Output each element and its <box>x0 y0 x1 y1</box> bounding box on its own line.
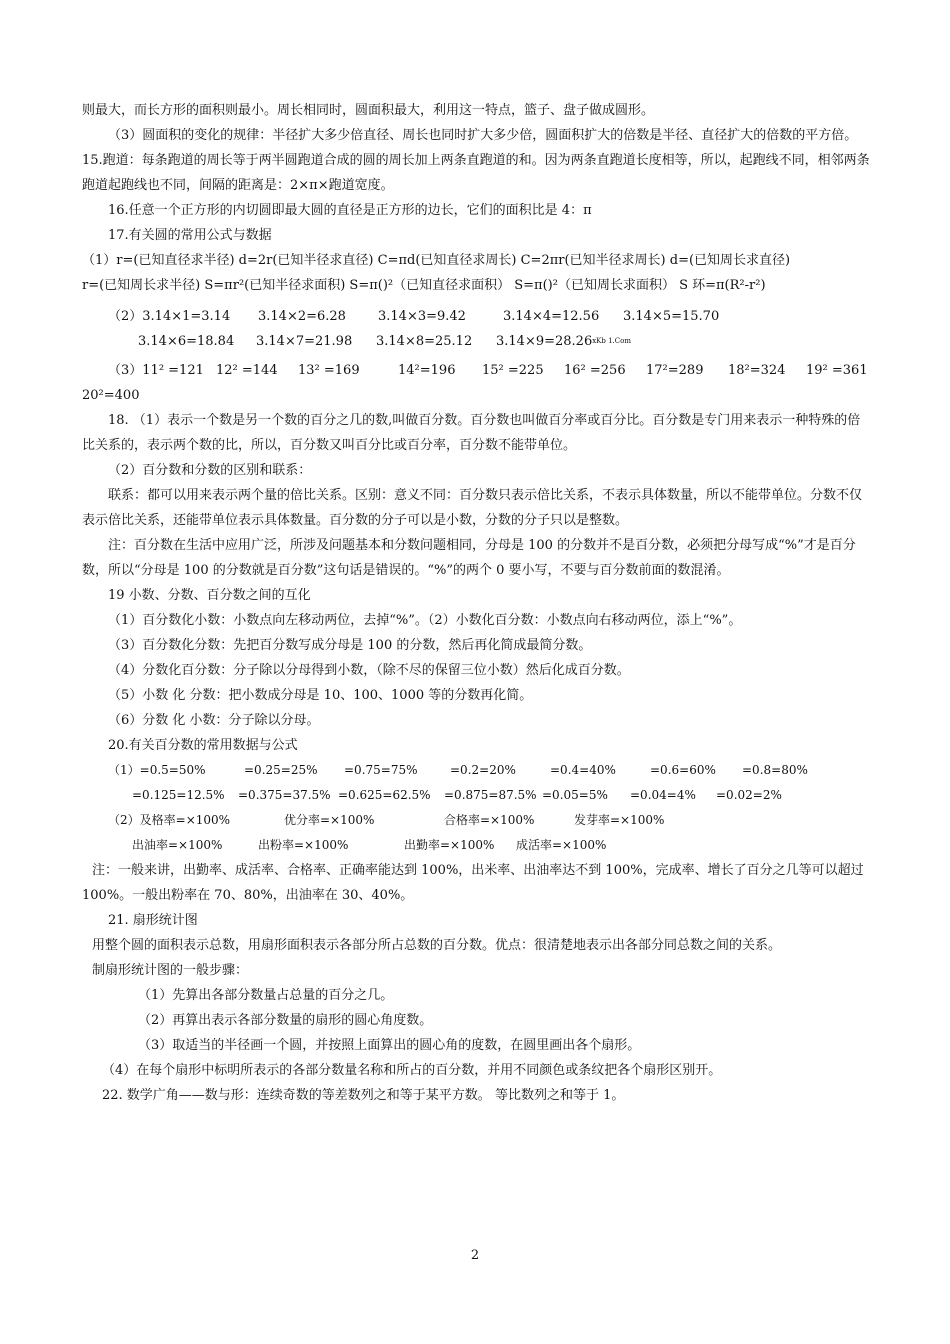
section-heading: 17.有关圆的常用公式与数据 <box>108 228 272 243</box>
percent-row <box>82 758 872 783</box>
math-item: =0.25=25% <box>244 763 318 777</box>
math-item: 3.14×5=15.70 <box>623 309 720 324</box>
paragraph: 15.跑道：每条跑道的周长等于两半圆跑道合成的圆的周长加上两条直跑道的和。因为两条直跑道长度相等，所以，起跑线不同，相邻两条跑道起跑线也不同，间隔的距离是：2×π×跑道宽度。 <box>82 153 870 193</box>
paragraph: 注：百分数在生活中应用广泛，所涉及问题基本和分数问题相同，分母是 100 的分数并不是百分数，必须把分母写成“%”才是百分数，所以“分母是 100 的分数就是百分数”这句话是错误的。“%”的两个 0 要小写，不要与百分数前面的数混淆。 <box>82 538 856 578</box>
math-item: =0.625=62.5% <box>338 788 431 802</box>
document-body <box>82 98 872 1108</box>
paragraph: （3）圆面积的变化的规律：半径扩大多少倍直径、周长也同时扩大多少倍，圆面积扩大的倍数是半径、直径扩大的倍数的平方倍。 <box>108 128 858 143</box>
math-item: 3.14×4=12.56 <box>503 309 600 324</box>
math-item: 成活率=×100% <box>516 838 607 852</box>
conversion-rule: （1）百分数化小数：小数点向左移动两位，去掉“%”。（2）小数化百分数：小数点向右移动两位，添上“%”。 <box>108 613 742 628</box>
math-item: 12² =144 <box>216 363 278 378</box>
math-item: =0.04=4% <box>630 788 696 802</box>
step-item: （4）在每个扇形中标明所表示的各部分数量名称和所占的百分数，并用不同颜色或条纹把各个扇形区别开。 <box>102 1063 722 1078</box>
math-item: =0.4=40% <box>550 763 616 777</box>
math-item: =0.75=75% <box>344 763 418 777</box>
math-item: 3.14×7=21.98 <box>256 334 353 349</box>
math-item: =0.2=20% <box>450 763 516 777</box>
section-heading: 19 小数、分数、百分数之间的互化 <box>108 588 311 603</box>
math-item: =0.6=60% <box>650 763 716 777</box>
math-item: 3.14×8=25.12 <box>376 334 473 349</box>
conversion-rule: （3）百分数化分数：先把百分数写成分母是 100 的分数，然后再化简成最简分数。 <box>108 638 592 653</box>
math-item: 3.14×3=9.42 <box>378 309 466 324</box>
section-heading: 22. 数学广角——数与形：连续奇数的等差数列之和等于某平方数。 等比数列之和等于 1。 <box>102 1088 625 1103</box>
math-item: 出勤率=×100% <box>404 838 495 852</box>
math-item: 出粉率=×100% <box>258 838 349 852</box>
section-heading: 21. 扇形统计图 <box>108 913 198 928</box>
math-item: 优分率=×100% <box>284 813 375 827</box>
math-item: =0.125=12.5% <box>132 788 225 802</box>
multiplication-row <box>82 304 872 329</box>
formula-line: r=(已知周长求半径) S=πr²(已知半径求面积) S=π()²（已知直径求面积） S=π()²（已知周长求面积） S 环=π(R²-r²) <box>82 278 766 293</box>
paragraph: 注：一般来讲，出勤率、成活率、合格率、正确率能达到 100%，出米率、出油率达不到 100%，完成率、增长了百分之几等可以超过 100%。一般出粉率在 70、80%，出油率在 30、40%。 <box>82 863 864 903</box>
math-line: 20²=400 <box>82 388 140 403</box>
math-item: =0.05=5% <box>542 788 608 802</box>
section-heading: 20.有关百分数的常用数据与公式 <box>108 738 298 753</box>
multiplication-row <box>82 329 872 354</box>
watermark-text: xKb 1.Com <box>592 337 631 345</box>
math-item: 3.14×2=6.28 <box>258 309 346 324</box>
squares-row <box>82 358 872 383</box>
paragraph: （2）百分数和分数的区别和联系： <box>108 463 312 478</box>
math-item: （2）3.14×1=3.14 <box>108 309 231 324</box>
paragraph: 制扇形统计图的一般步骤： <box>92 963 249 978</box>
paragraph: 16.任意一个正方形的内切圆即最大圆的直径是正方形的边长，它们的面积比是 4：π <box>108 203 592 218</box>
math-item: 13² =169 <box>298 363 360 378</box>
paragraph: 则最大，而长方形的面积则最小。周长相同时，圆面积最大，利用这一特点，篮子、盘子做成圆形。 <box>82 103 655 118</box>
rate-row <box>82 808 872 833</box>
step-item: （2）再算出表示各部分数量的扇形的圆心角度数。 <box>138 1013 433 1028</box>
conversion-rule: （4）分数化百分数：分子除以分母得到小数，（除不尽的保留三位小数）然后化成百分数。 <box>108 663 630 678</box>
math-item: 14²=196 <box>398 363 456 378</box>
page-number: 2 <box>470 1248 480 1263</box>
math-item: 18²=324 <box>728 363 786 378</box>
paragraph: 18. （1）表示一个数是另一个数的百分之几的数,叫做百分数。百分数也叫做百分率或百分比。百分数是专门用来表示一种特殊的倍比关系的，表示两个数的比，所以，百分数又叫百分比或百分率，百分数不能带单位。 <box>82 413 861 453</box>
math-item: 17²=289 <box>646 363 704 378</box>
math-item: （3）11² =121 <box>108 363 204 378</box>
math-item: 16² =256 <box>564 363 626 378</box>
formula-line: （1）r=(已知直径求半径) d=2r(已知半径求直径) C=πd(已知直径求周长) C=2πr(已知半径求周长) d=(已知周长求直径) <box>82 253 791 268</box>
math-item: =0.02=2% <box>716 788 782 802</box>
math-item: 15² =225 <box>482 363 544 378</box>
conversion-rule: （5）小数 化 分数：把小数成分母是 10、100、1000 等的分数再化简。 <box>108 688 533 703</box>
math-item: =0.375=37.5% <box>238 788 331 802</box>
math-item: 发芽率=×100% <box>574 813 665 827</box>
step-item: （1）先算出各部分数量占总量的百分之几。 <box>138 988 394 1003</box>
math-item: =0.875=87.5% <box>444 788 537 802</box>
math-item: 合格率=×100% <box>444 813 535 827</box>
math-item: =0.8=80% <box>742 763 808 777</box>
math-item: 19² =361 <box>806 363 868 378</box>
math-item: 出油率=×100% <box>132 838 223 852</box>
rate-row <box>82 833 872 858</box>
percent-row <box>82 783 872 808</box>
step-item: （3）取适当的半径画一个圆，并按照上面算出的圆心角的度数，在圆里画出各个扇形。 <box>138 1038 641 1053</box>
conversion-rule: （6）分数 化 小数：分子除以分母。 <box>108 713 320 728</box>
math-item: 3.14×9=28.26 <box>496 334 593 349</box>
math-item: （1）=0.5=50% <box>108 763 206 777</box>
paragraph: 用整个圆的面积表示总数，用扇形面积表示各部分所占总数的百分数。优点：很清楚地表示出各部分同总数之间的关系。 <box>92 938 782 953</box>
paragraph: 联系：都可以用来表示两个量的倍比关系。区别：意义不同：百分数只表示倍比关系，不表示具体数量，所以不能带单位。分数不仅表示倍比关系，还能带单位表示具体数量。百分数的分子可以是小数，分数的分子只以是整数。 <box>82 488 863 528</box>
math-item: （2）及格率=×100% <box>108 813 231 827</box>
math-item: 3.14×6=18.84 <box>138 334 235 349</box>
